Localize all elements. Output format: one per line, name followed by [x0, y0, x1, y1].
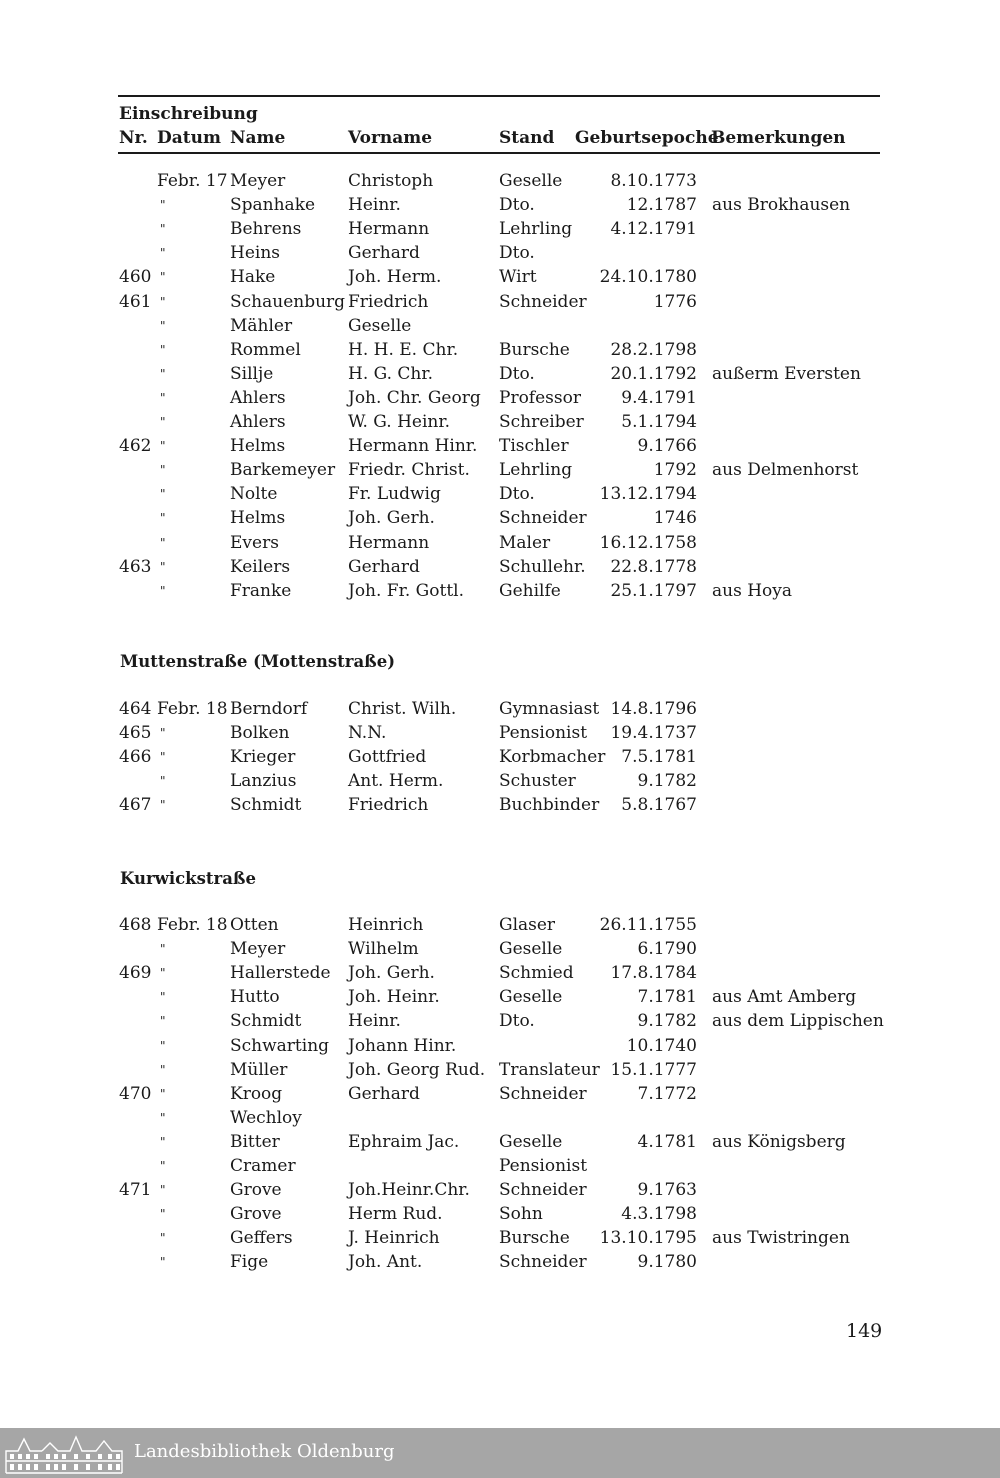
cell-stand: Dto. [499, 195, 535, 216]
cell-stand: Schneider [499, 291, 587, 312]
cell-vorname: W. G. Heinr. [348, 412, 451, 432]
cell-stand: Pensionist [499, 723, 588, 744]
cell-datum: Febr. 18 [157, 699, 228, 719]
column-header-nr: Nr. [119, 128, 148, 148]
cell-name: Müller [230, 1059, 288, 1080]
cell-bemerkungen: außerm Eversten [712, 363, 861, 384]
cell-stand: Translateur [499, 1059, 600, 1080]
cell-name: Cramer [230, 1156, 296, 1176]
cell-nr: 471 [119, 1180, 152, 1201]
cell-stand: Schneider [499, 1083, 587, 1104]
table-row [0, 579, 1000, 603]
cell-nr: 468 [119, 915, 152, 935]
cell-stand: Bursche [499, 339, 570, 360]
cell-name: Barkemeyer [230, 460, 336, 481]
cell-stand: Geselle [499, 939, 563, 960]
cell-stand: Dto. [499, 363, 535, 384]
table-row [0, 482, 1000, 506]
cell-stand: Korbmacher [499, 747, 606, 768]
cell-geburtsepoche: 9.1782 [637, 771, 697, 792]
cell-name: Wechloy [230, 1107, 302, 1128]
table-row [0, 531, 1000, 555]
cell-datum: " [160, 1183, 166, 1198]
table-row [0, 1130, 1000, 1154]
cell-geburtsepoche: 7.1772 [637, 1083, 697, 1104]
cell-name: Fige [230, 1252, 269, 1273]
cell-datum: " [160, 318, 166, 333]
table-row [0, 745, 1000, 769]
cell-stand: Lehrling [499, 460, 573, 481]
cell-datum: " [160, 1062, 166, 1077]
cell-datum: " [160, 1038, 166, 1053]
cell-bemerkungen: aus Hoya [712, 580, 793, 601]
cell-vorname: Herm Rud. [348, 1204, 443, 1225]
cell-vorname: Hermann [348, 219, 430, 240]
cell-name: Meyer [230, 939, 286, 960]
cell-name: Hutto [230, 987, 280, 1008]
cell-vorname: Joh. Gerh. [348, 963, 435, 984]
cell-geburtsepoche: 15.1.1777 [610, 1059, 697, 1080]
cell-name: Ahlers [230, 412, 286, 432]
cell-name: Rommel [230, 339, 301, 360]
cell-geburtsepoche: 24.10.1780 [599, 267, 697, 288]
cell-vorname: N.N. [348, 723, 387, 744]
cell-stand: Gymnasiast [499, 699, 600, 719]
cell-datum: " [160, 342, 166, 357]
column-header-geburtsepoche: Geburtsepoche [575, 128, 719, 148]
cell-datum: " [160, 463, 166, 478]
cell-datum: " [160, 583, 166, 598]
cell-datum: " [160, 1110, 166, 1125]
cell-stand: Tischler [499, 436, 569, 457]
cell-name: Meyer [230, 171, 286, 191]
cell-name: Mähler [230, 315, 293, 336]
cell-stand: Professor [499, 387, 581, 408]
cell-datum: Febr. 17 [157, 171, 228, 191]
cell-geburtsepoche: 9.1763 [637, 1180, 697, 1201]
cell-vorname: Joh. Chr. Georg [348, 387, 481, 408]
cell-vorname: Ephraim Jac. [348, 1131, 460, 1152]
table-row [0, 1250, 1000, 1274]
section-title-muttenstrasse: Muttenstraße (Mottenstraße) [120, 652, 396, 671]
cell-vorname: H. G. Chr. [348, 363, 434, 384]
header-caption: Einschreibung [119, 104, 258, 124]
cell-stand: Schneider [499, 508, 587, 529]
table-row [0, 1034, 1000, 1058]
cell-stand: Pensionist [499, 1156, 588, 1176]
library-name: Landesbibliothek Oldenburg [134, 1441, 395, 1462]
table-row [0, 985, 1000, 1009]
cell-name: Heins [230, 243, 280, 264]
cell-nr: 466 [119, 747, 152, 768]
cell-stand: Wirt [499, 267, 537, 288]
cell-vorname: Gerhard [348, 243, 420, 264]
cell-vorname: Friedr. Christ. [348, 460, 470, 481]
cell-bemerkungen: aus Amt Amberg [712, 987, 857, 1008]
cell-nr: 467 [119, 795, 152, 816]
cell-stand: Dto. [499, 484, 535, 505]
cell-datum: " [160, 366, 166, 381]
table-row [0, 913, 1000, 937]
cell-datum: " [160, 559, 166, 574]
cell-bemerkungen: aus Brokhausen [712, 195, 851, 216]
table-row [0, 265, 1000, 289]
section-title-kurwickstrasse: Kurwickstraße [120, 869, 256, 888]
cell-name: Helms [230, 508, 286, 529]
table-row [0, 193, 1000, 217]
cell-stand: Glaser [499, 915, 556, 935]
cell-vorname: Heinr. [348, 195, 401, 216]
cell-geburtsepoche: 7.1781 [637, 987, 697, 1008]
cell-name: Nolte [230, 484, 278, 505]
cell-name: Schwarting [230, 1035, 330, 1056]
table-row [0, 1009, 1000, 1033]
cell-stand: Schmied [499, 963, 574, 984]
cell-vorname: Joh. Herm. [348, 267, 442, 288]
cell-name: Schmidt [230, 1011, 302, 1032]
table-row [0, 1058, 1000, 1082]
table-row [0, 338, 1000, 362]
column-header-vorname: Vorname [348, 128, 433, 148]
cell-name: Bitter [230, 1131, 280, 1152]
cell-geburtsepoche: 5.1.1794 [621, 412, 697, 432]
cell-datum: " [160, 774, 166, 789]
column-header-name: Name [230, 128, 286, 148]
cell-vorname: H. H. E. Chr. [348, 339, 459, 360]
cell-geburtsepoche: 4.3.1798 [621, 1204, 697, 1225]
table-row [0, 555, 1000, 579]
cell-vorname: Christ. Wilh. [348, 699, 457, 719]
table-row [0, 769, 1000, 793]
cell-geburtsepoche: 1776 [653, 291, 697, 312]
cell-geburtsepoche: 9.1780 [637, 1252, 697, 1273]
cell-stand: Schullehr. [499, 556, 586, 577]
cell-datum: Febr. 18 [157, 915, 228, 935]
table-row [0, 697, 1000, 721]
cell-datum: " [160, 990, 166, 1005]
cell-vorname: Heinrich [348, 915, 424, 935]
cell-stand: Bursche [499, 1228, 570, 1249]
cell-vorname: Geselle [348, 315, 412, 336]
table-row [0, 410, 1000, 434]
cell-datum: " [160, 726, 166, 741]
cell-name: Otten [230, 915, 279, 935]
cell-geburtsepoche: 20.1.1792 [610, 363, 697, 384]
table-row [0, 386, 1000, 410]
top-rule [118, 95, 880, 97]
cell-vorname: Friedrich [348, 795, 429, 816]
header-rule [118, 152, 880, 154]
cell-geburtsepoche: 6.1790 [637, 939, 697, 960]
cell-name: Keilers [230, 556, 291, 577]
cell-vorname: Fr. Ludwig [348, 484, 441, 505]
cell-nr: 464 [119, 699, 152, 719]
cell-stand: Schuster [499, 771, 576, 792]
library-building-logo-icon [4, 1431, 124, 1475]
cell-bemerkungen: aus Twistringen [712, 1228, 850, 1249]
cell-datum: " [160, 1086, 166, 1101]
cell-nr: 463 [119, 556, 152, 577]
cell-geburtsepoche: 28.2.1798 [610, 339, 697, 360]
cell-geburtsepoche: 4.12.1791 [610, 219, 697, 240]
cell-vorname: Wilhelm [348, 939, 419, 960]
cell-name: Ahlers [230, 387, 286, 408]
cell-name: Kroog [230, 1083, 283, 1104]
cell-name: Grove [230, 1180, 282, 1201]
cell-geburtsepoche: 26.11.1755 [599, 915, 697, 935]
table-row [0, 362, 1000, 386]
cell-geburtsepoche: 8.10.1773 [610, 171, 697, 191]
cell-name: Lanzius [230, 771, 297, 792]
cell-stand: Dto. [499, 1011, 535, 1032]
cell-bemerkungen: aus Delmenhorst [712, 460, 859, 481]
cell-geburtsepoche: 1746 [653, 508, 697, 529]
cell-name: Geffers [230, 1228, 293, 1249]
cell-datum: " [160, 222, 166, 237]
cell-bemerkungen: aus dem Lippischen [712, 1011, 884, 1032]
table-row [0, 1202, 1000, 1226]
cell-vorname: Joh. Gerh. [348, 508, 435, 529]
cell-vorname: Joh. Ant. [348, 1252, 423, 1273]
cell-vorname: Christoph [348, 171, 434, 191]
cell-datum: " [160, 246, 166, 261]
table-row [0, 506, 1000, 530]
cell-geburtsepoche: 19.4.1737 [610, 723, 697, 744]
cell-geburtsepoche: 4.1781 [637, 1131, 697, 1152]
cell-stand: Buchbinder [499, 795, 600, 816]
table-row [0, 793, 1000, 817]
cell-stand: Schneider [499, 1252, 587, 1273]
cell-vorname: Joh. Georg Rud. [348, 1059, 486, 1080]
cell-stand: Sohn [499, 1204, 543, 1225]
table-row [0, 937, 1000, 961]
cell-name: Evers [230, 532, 279, 553]
cell-nr: 465 [119, 723, 152, 744]
cell-stand: Dto. [499, 243, 535, 264]
cell-datum: " [160, 511, 166, 526]
cell-geburtsepoche: 9.1766 [637, 436, 697, 457]
cell-geburtsepoche: 12.1787 [626, 195, 697, 216]
cell-stand: Lehrling [499, 219, 573, 240]
table-row [0, 290, 1000, 314]
cell-nr: 462 [119, 436, 152, 457]
cell-vorname: Johann Hinr. [348, 1035, 457, 1056]
cell-geburtsepoche: 1792 [653, 460, 697, 481]
cell-datum: " [160, 294, 166, 309]
cell-vorname: Heinr. [348, 1011, 401, 1032]
cell-datum: " [160, 535, 166, 550]
cell-geburtsepoche: 25.1.1797 [610, 580, 697, 601]
cell-geburtsepoche: 10.1740 [626, 1035, 697, 1056]
cell-stand: Gehilfe [499, 580, 561, 601]
cell-nr: 470 [119, 1083, 152, 1104]
cell-datum: " [160, 750, 166, 765]
cell-datum: " [160, 270, 166, 285]
table-row [0, 434, 1000, 458]
cell-name: Schmidt [230, 795, 302, 816]
cell-datum: " [160, 1014, 166, 1029]
table-row [0, 1082, 1000, 1106]
cell-stand: Geselle [499, 1131, 563, 1152]
table-row [0, 1106, 1000, 1130]
cell-vorname: Joh. Fr. Gottl. [348, 580, 464, 601]
cell-vorname: J. Heinrich [348, 1228, 440, 1249]
cell-name: Helms [230, 436, 286, 457]
cell-vorname: Gottfried [348, 747, 427, 768]
cell-datum: " [160, 798, 166, 813]
cell-datum: " [160, 487, 166, 502]
table-row [0, 1178, 1000, 1202]
column-header-bemerkungen: Bemerkungen [711, 128, 846, 148]
cell-datum: " [160, 1207, 166, 1222]
page-number: 149 [846, 1320, 883, 1342]
table-row [0, 241, 1000, 265]
cell-name: Krieger [230, 747, 296, 768]
table-row [0, 1226, 1000, 1250]
cell-nr: 469 [119, 963, 152, 984]
cell-geburtsepoche: 22.8.1778 [610, 556, 697, 577]
cell-datum: " [160, 390, 166, 405]
cell-vorname: Joh.Heinr.Chr. [348, 1180, 470, 1201]
cell-geburtsepoche: 7.5.1781 [621, 747, 697, 768]
table-row [0, 721, 1000, 745]
cell-geburtsepoche: 13.12.1794 [599, 484, 697, 505]
cell-datum: " [160, 415, 166, 429]
table-row [0, 314, 1000, 338]
table-row [0, 961, 1000, 985]
cell-datum: " [160, 1231, 166, 1246]
cell-datum: " [160, 1134, 166, 1149]
cell-datum: " [160, 1255, 166, 1270]
cell-name: Schauenburg [230, 291, 346, 312]
cell-stand: Schreiber [499, 412, 584, 432]
cell-vorname: Joh. Heinr. [348, 987, 440, 1008]
cell-nr: 460 [119, 267, 152, 288]
cell-geburtsepoche: 16.12.1758 [599, 532, 697, 553]
table-row [0, 1154, 1000, 1178]
cell-geburtsepoche: 14.8.1796 [610, 699, 697, 719]
cell-geburtsepoche: 9.4.1791 [621, 387, 697, 408]
cell-name: Grove [230, 1204, 282, 1225]
cell-vorname: Hermann [348, 532, 430, 553]
cell-nr: 461 [119, 291, 152, 312]
column-header-datum: Datum [157, 128, 221, 148]
cell-name: Hallerstede [230, 963, 331, 984]
cell-name: Bolken [230, 723, 290, 744]
cell-datum: " [160, 942, 166, 957]
cell-vorname: Gerhard [348, 556, 420, 577]
cell-datum: " [160, 1159, 166, 1173]
cell-geburtsepoche: 17.8.1784 [610, 963, 697, 984]
cell-name: Hake [230, 267, 276, 288]
cell-name: Sillje [230, 363, 274, 384]
cell-vorname: Gerhard [348, 1083, 420, 1104]
cell-stand: Geselle [499, 171, 563, 191]
cell-datum: " [160, 439, 166, 454]
cell-vorname: Ant. Herm. [348, 771, 444, 792]
cell-name: Franke [230, 580, 292, 601]
cell-name: Spanhake [230, 195, 316, 216]
cell-vorname: Hermann Hinr. [348, 436, 478, 457]
cell-datum: " [160, 198, 166, 213]
cell-stand: Geselle [499, 987, 563, 1008]
cell-stand: Maler [499, 532, 551, 553]
footer-bar [0, 1428, 1000, 1478]
table-row [0, 169, 1000, 193]
cell-geburtsepoche: 13.10.1795 [599, 1228, 697, 1249]
cell-vorname: Friedrich [348, 291, 429, 312]
cell-stand: Schneider [499, 1180, 587, 1201]
column-header-stand: Stand [499, 128, 555, 148]
cell-bemerkungen: aus Königsberg [712, 1131, 846, 1152]
table-row [0, 217, 1000, 241]
cell-datum: " [160, 966, 166, 981]
table-row [0, 458, 1000, 482]
cell-geburtsepoche: 9.1782 [637, 1011, 697, 1032]
cell-name: Behrens [230, 219, 302, 240]
cell-geburtsepoche: 5.8.1767 [621, 795, 697, 816]
cell-name: Berndorf [230, 699, 308, 719]
